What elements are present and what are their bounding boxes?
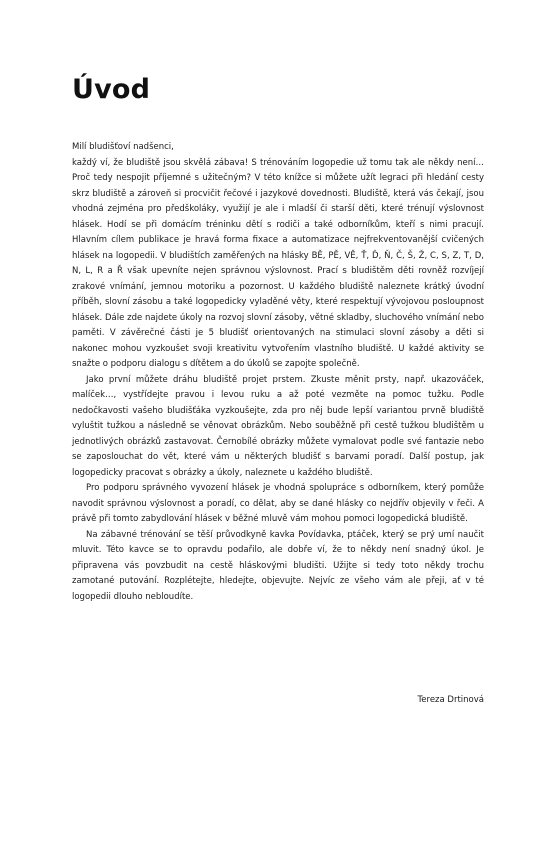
paragraph-1: každý ví, že bludiště jsou skvělá zábava! S trénováním logopedie už tomu tak ale někdy není… Proč tedy nespojit příjemné s užitečným? V této knížce si můžete užít legraci při hledání cesty skrz bludiště a zároveň si procvičit řečové i jazykové dovednosti. Bludiště, která vás čekají, jsou vhodná zejména pro předškoláky, využijí je ale i mladší či starší děti, které trénují výslovnost hlásek. Hodí se při domácím tréninku dětí s rodiči a také odborníkům, kteří s nimi pracují. Hlavním cílem publikace je hravá forma fixace a automatizace nejfrekventovanější cvičených hlásek na logopedii. V bludištích zaměřených na hlásky BĚ, PĚ, VĚ, Ť, Ď, Ň, Č, Š, Ž, C, S, Z, T, D, N, L, R a Ř však upevníte nejen správnou výslovnost. Prací s bludištěm děti rovněž rozvíjejí zrakové vnímání, jemnou motoriku a pozornost. U každého bludiště naleznete krátký úvodní příběh, slovní zásobu a také logopedicky vyladěné věty, které respektují vývojovou posloupnost hlásek. Dále zde najdete úkoly na rozvoj slovní zásoby, větné skladby, sluchového vnímání nebo paměti. V závěrečné části je 5 bludišť orientovaných na stimulaci slovní zásoby a děti si nakonec mohou vyzkoušet svoji kreativitu vytvořením vlastního bludiště. U každé aktivity se snažte o podporu dialogu s dítětem a do úkolů se zapojte společně. [72, 157, 484, 369]
paragraph-4: Na zábavné trénování se těší průvodkyně kavka Povídavka, ptáček, který se prý umí naučit mluvit. Této kavce se to opravdu podařilo, ale dobře ví, že to někdy není snadný úkol. Je připravena vás povzbudit na cestě hláskovými bludišti. Užijte si tedy toto někdy trochu zamotané putování. Rozplétejte, hledejte, objevujte. Nejvíc ze všeho vám ale přeji, ať v té logopedii dlouho nebloudíte. [72, 529, 484, 602]
body-text [72, 140, 484, 605]
paragraph-2: Jako první můžete dráhu bludiště projet prstem. Zkuste měnit prsty, např. ukazováček, malíček…, vystřídejte pravou i levou ruku a až poté vezměte na pomoc tužku. Podle nedočkavosti vašeho bludišťáka vyzkoušejte, zda pro něj bude lepší variantou prvně bludiště vyluštit tužkou a následně se věnovat obrázkům. Nebo souběžně při cestě tužkou bludištěm u jednotlivých obrázků zastavovat. Černobílé obrázky můžete vymalovat podle své fantazie nebo se zaposlouchat do vět, které vám u některých bludišť s barvami poradí. Další postup, jak logopedicky pracovat s obrázky a úkoly, naleznete u každého bludiště. [72, 374, 484, 478]
paragraph-3: Pro podporu správného vyvození hlásek je vhodná spolupráce s odborníkem, který pomůže navodit správnou výslovnost a poradí, co dělat, aby se dané hlásky co nejdřív objevily v řeči. A právě při tomto zabydlování hlásek v běžné mluvě vám mohou pomoci logopedická bludiště. [72, 483, 484, 524]
author-signature: Tereza Drtinová [417, 695, 484, 705]
salutation: Milí bludišťoví nadšenci, [72, 142, 174, 152]
page-title: Úvod [72, 74, 151, 105]
